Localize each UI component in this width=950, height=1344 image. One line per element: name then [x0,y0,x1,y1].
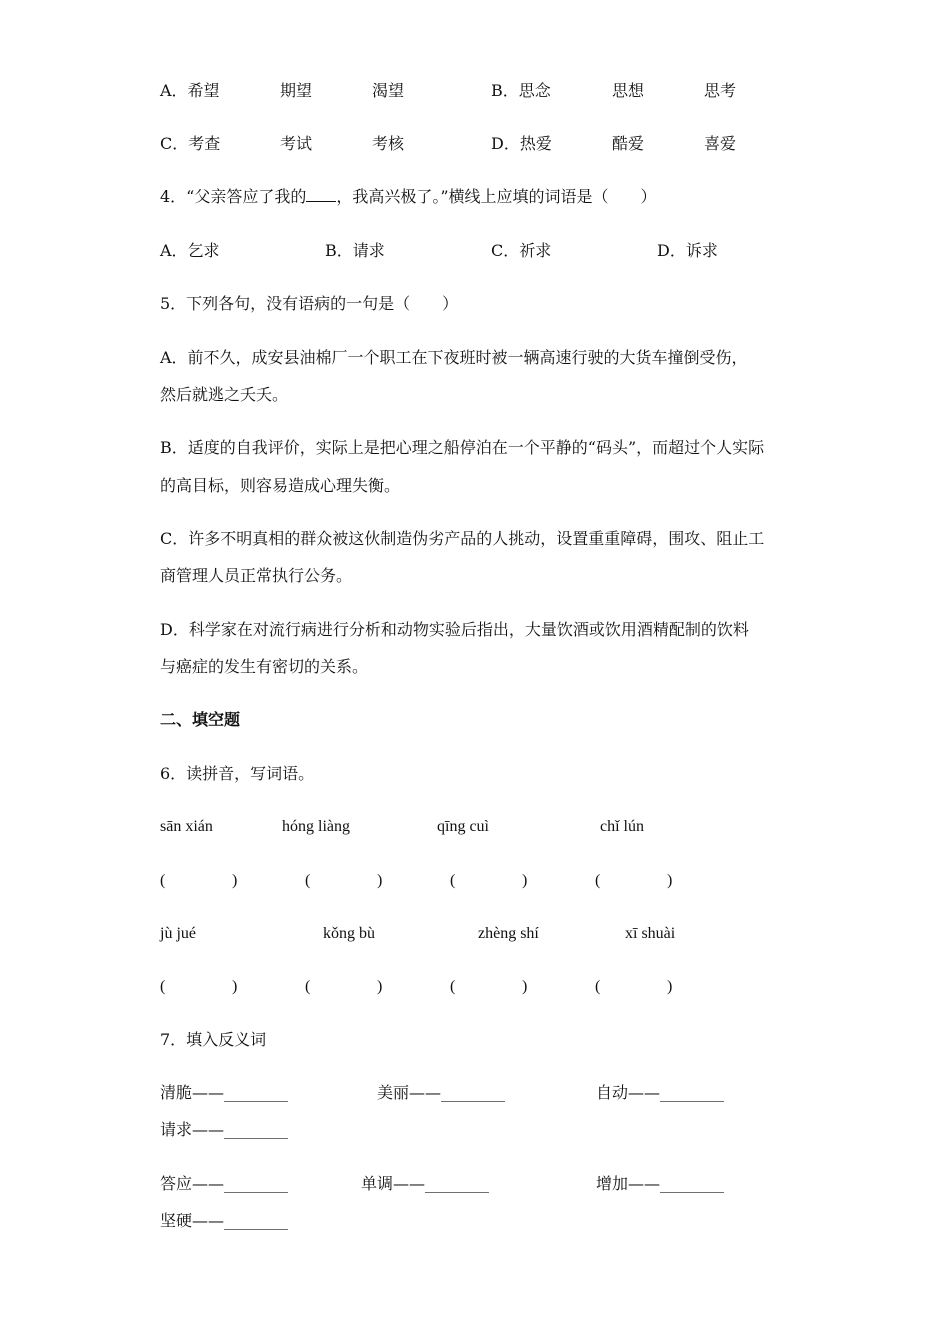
antonym-item-3: 自动——________ [596,1083,725,1102]
question-6-stem: 6．读拼音，写词语。 [160,764,315,783]
option-a-1: A．希望 [160,81,220,100]
answer-paren-open: ( [595,872,601,889]
option-b-2: 思想 [612,81,645,100]
antonym-item-4: 请求——________ [160,1120,289,1139]
option-c-2: 考试 [280,134,313,153]
answer-paren-close: ) [232,978,238,995]
pinyin-6: kǒng bù [323,925,375,942]
question-4-suffix: ，我高兴极了。”横线上应填的词语是（ ） [336,187,657,206]
answer-paren-close: ) [522,872,528,889]
pinyin-3: qīng cuì [437,818,489,835]
pinyin-2: hóng liàng [282,818,350,835]
antonym-item-1: 清脆——________ [160,1083,289,1102]
option-a-2: 期望 [280,81,313,100]
answer-paren-close: ) [522,978,528,995]
section-2-title: 二、填空题 [160,710,241,729]
question-4-option-b: B．请求 [325,241,385,260]
answer-paren-close: ) [667,978,673,995]
option-a-3: 渴望 [372,81,405,100]
antonym-item-2: 美丽——________ [377,1083,506,1102]
question-4-option-a: A．乞求 [160,241,220,260]
answer-paren-open: ( [595,978,601,995]
option-c-1: C．考查 [160,134,221,153]
question-7-stem: 7．填入反义词 [160,1030,267,1049]
option-d-1: D．热爱 [491,134,552,153]
answer-paren-close: ) [667,872,673,889]
question-5-option-c-line1: C．许多不明真相的群众被这伙制造伪劣产品的人挑动，设置重重障碍，围攻、阻止工 [160,529,765,548]
answer-paren-close: ) [377,872,383,889]
answer-paren-open: ( [160,978,166,995]
question-4-option-d: D．诉求 [657,241,718,260]
answer-paren-open: ( [160,872,166,889]
answer-paren-close: ) [232,872,238,889]
question-4-prefix: 4．“父亲答应了我的 [160,187,307,206]
question-5-option-a-line2: 然后就逃之夭夭。 [160,385,289,404]
answer-paren-close: ) [377,978,383,995]
question-4-stem [160,187,657,207]
question-5-option-d-line1: D．科学家在对流行病进行分析和动物实验后指出，大量饮酒或饮用酒精配制的饮料 [160,620,749,639]
question-4-blank [306,187,336,202]
question-5-option-d-line2: 与癌症的发生有密切的关系。 [160,657,369,676]
pinyin-7: zhèng shí [478,925,539,942]
question-5-stem: 5．下列各句，没有语病的一句是（ ） [160,294,459,313]
answer-paren-open: ( [450,872,456,889]
antonym-item-6: 单调——________ [361,1174,490,1193]
option-d-3: 喜爱 [704,134,737,153]
question-5-option-b-line2: 的高目标，则容易造成心理失衡。 [160,476,401,495]
option-d-2: 酷爱 [612,134,645,153]
antonym-item-7: 增加——________ [596,1174,725,1193]
question-5-option-c-line2: 商管理人员正常执行公务。 [160,566,353,585]
answer-paren-open: ( [305,978,311,995]
pinyin-5: jù jué [160,925,196,942]
answer-paren-open: ( [450,978,456,995]
antonym-item-5: 答应——________ [160,1174,289,1193]
pinyin-1: sān xián [160,818,213,835]
antonym-item-8: 坚硬——________ [160,1211,289,1230]
question-5-option-b-line1: B．适度的自我评价，实际上是把心理之船停泊在一个平静的“码头”，而超过个人实际 [160,438,765,457]
option-b-1: B．思念 [491,81,551,100]
question-4-option-c: C．祈求 [491,241,552,260]
pinyin-8: xī shuài [625,925,676,942]
option-b-3: 思考 [704,81,737,100]
answer-paren-open: ( [305,872,311,889]
question-5-option-a-line1: A．前不久，成安县油棉厂一个职工在下夜班时被一辆高速行驶的大货车撞倒受伤， [160,348,748,367]
pinyin-4: chǐ lún [600,818,644,835]
option-c-3: 考核 [372,134,405,153]
